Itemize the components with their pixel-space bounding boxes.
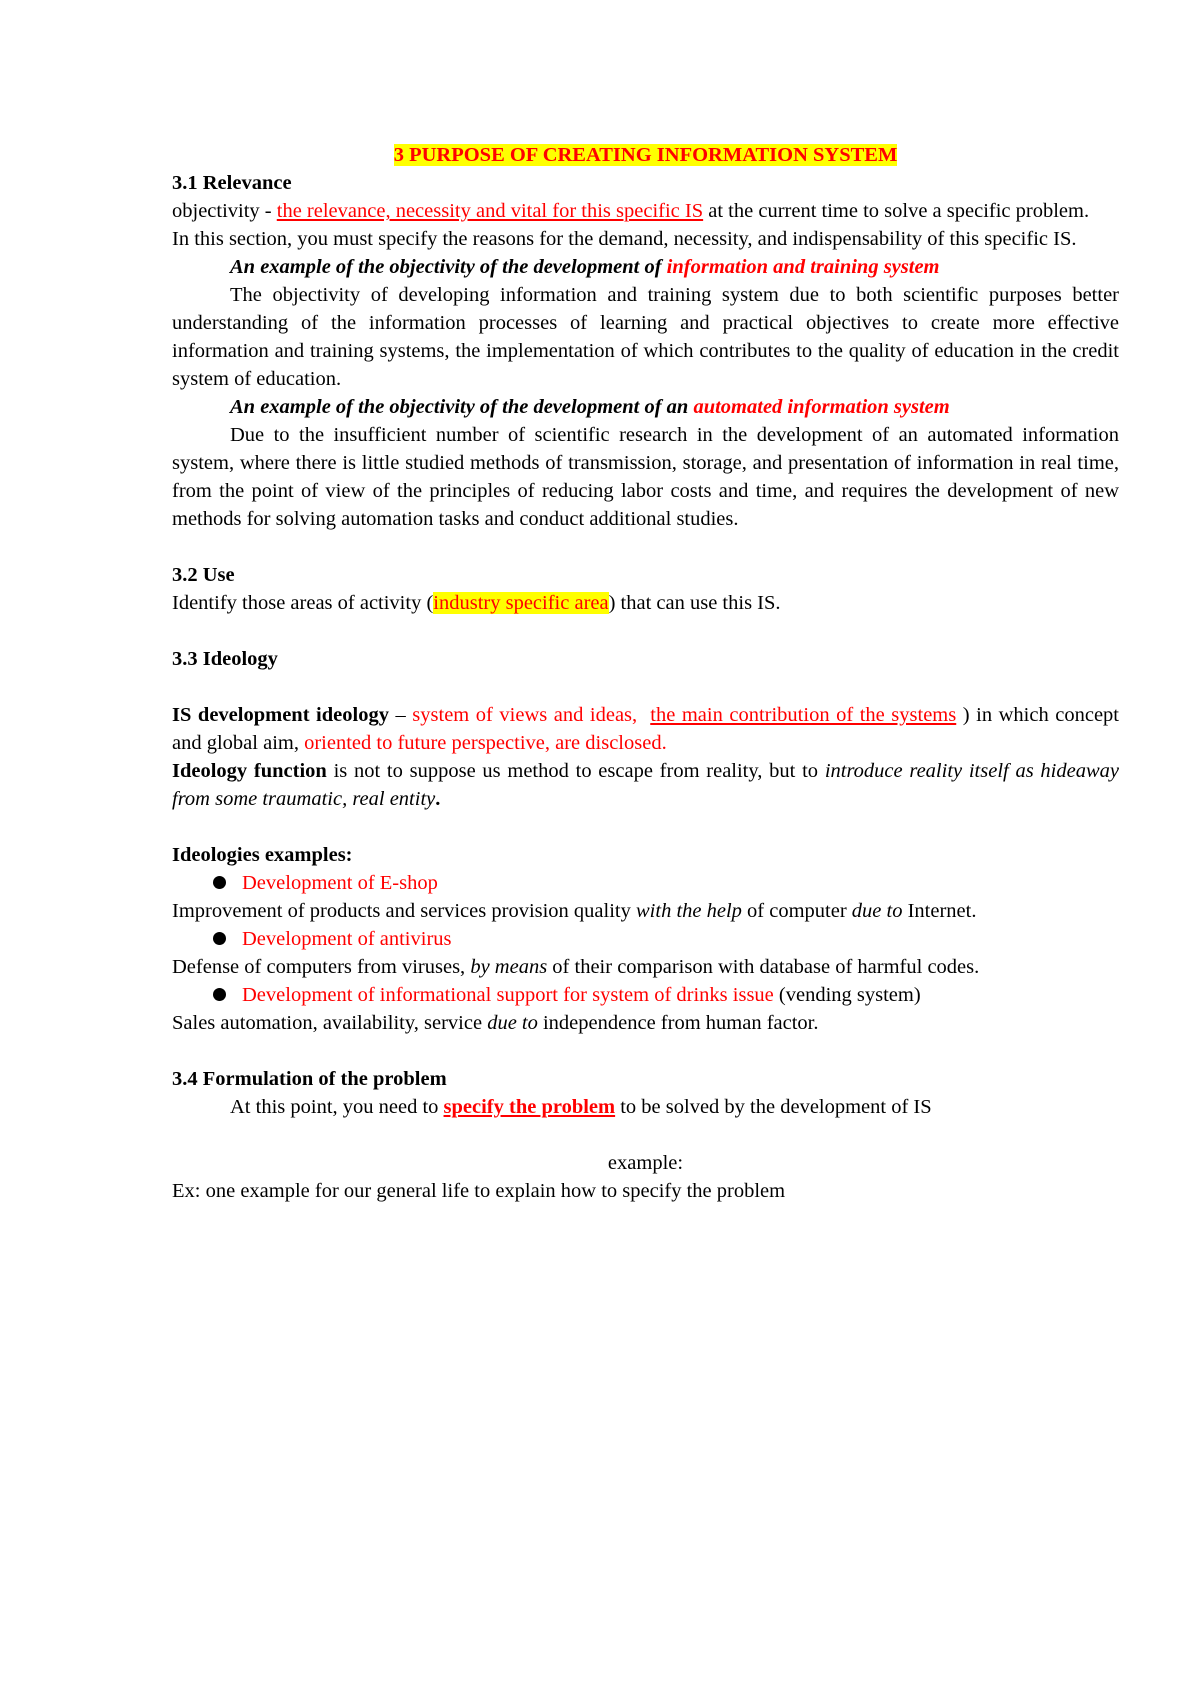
document-title: 3 PURPOSE OF CREATING INFORMATION SYSTEM	[393, 144, 898, 166]
use-text	[172, 589, 1119, 617]
bullet-description-segment: Improvement of products and services provision quality	[172, 900, 636, 922]
use-text-tail: ) that can use this IS.	[608, 592, 781, 614]
bullet-description-segment: Internet.	[902, 900, 977, 922]
bullet-text	[242, 925, 452, 953]
bullet-description	[172, 897, 1119, 925]
section-3-1-text: In this section, you must specify the reasons for the demand, necessity, and indispensability of this specific IS.	[172, 228, 1077, 250]
example-line: Ex: one example for our general life to explain how to specify the problem	[172, 1180, 786, 1202]
bullet-label: Development of E-shop	[242, 872, 438, 894]
section-3-2-heading: 3.2 Use	[172, 564, 235, 586]
bullet-description-segment: independence from human factor.	[537, 1012, 819, 1034]
section-3-3-heading: 3.3 Ideology	[172, 648, 278, 670]
ideology-definition	[172, 701, 1119, 757]
ideology-dash: –	[388, 704, 413, 726]
ideology-function	[172, 757, 1119, 813]
bullet-description-segment: of computer	[741, 900, 852, 922]
formulation-lead: At this point, you need to	[230, 1096, 444, 1118]
spacer	[172, 673, 1119, 701]
example-2-heading-red: automated information system	[693, 396, 950, 418]
example-1-heading-lead: An example of the objectivity of the development of	[230, 256, 667, 278]
bullet-label: Development of antivirus	[242, 928, 452, 950]
example-1-heading	[172, 253, 1119, 281]
ideology-examples-list	[172, 869, 1119, 1037]
example-label: example:	[607, 1152, 684, 1174]
ideology-tail: ) in which concept and global aim,	[172, 704, 1120, 754]
document-title-line	[172, 141, 1119, 169]
bullet-description-segment: due to	[851, 900, 903, 922]
bullet-description-segment: of their comparison with database of harmful codes.	[547, 956, 980, 978]
bullet-label-suffix: (vending system)	[773, 984, 921, 1006]
bullet-text	[242, 981, 921, 1009]
objectivity-tail: at the current time to solve a specific problem.	[703, 200, 1090, 222]
spacer	[172, 813, 1119, 841]
example-1-heading-red: information and training system	[666, 256, 940, 278]
spacer	[172, 1121, 1119, 1149]
formulation-red: specify the problem	[443, 1096, 616, 1118]
bullet-description	[172, 953, 1119, 981]
use-text-highlight: industry specific area	[433, 592, 609, 614]
ideology-red-2: the main contribution of the systems	[650, 704, 957, 726]
objectivity-definition	[172, 197, 1119, 225]
objectivity-lead: objectivity -	[172, 200, 277, 222]
example-2-heading	[172, 393, 1119, 421]
example-2-heading-lead: An example of the objectivity of the development of an	[230, 396, 694, 418]
bullet-description-segment: Defense of computers from viruses,	[172, 956, 471, 978]
section-3-4-heading: 3.4 Formulation of the problem	[172, 1068, 447, 1090]
bullet-text	[242, 869, 438, 897]
ideology-term: IS development ideology	[172, 704, 389, 726]
bullet-item	[172, 925, 1119, 953]
bullet-description-segment: by means	[470, 956, 548, 978]
ideology-space	[637, 704, 650, 726]
spacer	[172, 1037, 1119, 1065]
spacer	[172, 617, 1119, 645]
ideology-function-text: is not to suppose us method to escape from reality, but to	[326, 760, 825, 782]
spacer	[172, 533, 1119, 561]
example-2-text: Due to the insufficient number of scientific research in the development of an automated information system, where there is little studied methods of transmission, storage, and presentation of information in real time, from the point of view of the principles of reducing labor costs and time, and requires the development of new methods for solving automation tasks and conduct additional studies.	[172, 424, 1119, 530]
bullet-description-segment: due to	[487, 1012, 538, 1034]
formulation-text	[172, 1093, 1119, 1121]
document-page	[172, 141, 1119, 1205]
ideology-function-term: Ideology function	[172, 760, 327, 782]
bullet-label: Development of informational support for system of drinks issue	[242, 984, 774, 1006]
example-1-text: The objectivity of developing information and training system due to both scientific purposes better understanding of the information processes of learning and practical objectives to create more effective information and training systems, the implementation of which contributes to the quality of education in the credit system of education.	[172, 284, 1119, 390]
bullet-description-segment: with the help	[636, 900, 742, 922]
section-3-1-heading: 3.1 Relevance	[172, 172, 292, 194]
ideologies-examples-heading: Ideologies examples:	[172, 844, 353, 866]
formulation-tail: to be solved by the development of IS	[615, 1096, 932, 1118]
bullet-item	[172, 869, 1119, 897]
ideology-function-italic: introduce reality itself as hideaway from some traumatic, real entity	[172, 760, 1119, 810]
bullet-description-segment: Sales automation, availability, service	[172, 1012, 488, 1034]
ideology-red-3: oriented to future perspective, are disclosed.	[304, 732, 667, 754]
bullet-description	[172, 1009, 1119, 1037]
bullet-item	[172, 981, 1119, 1009]
use-text-lead: Identify those areas of activity (	[172, 592, 434, 614]
ideology-function-end: .	[435, 788, 441, 810]
objectivity-highlight: the relevance, necessity and vital for this specific IS	[276, 200, 704, 222]
ideology-red-1: system of views and ideas,	[412, 704, 638, 726]
